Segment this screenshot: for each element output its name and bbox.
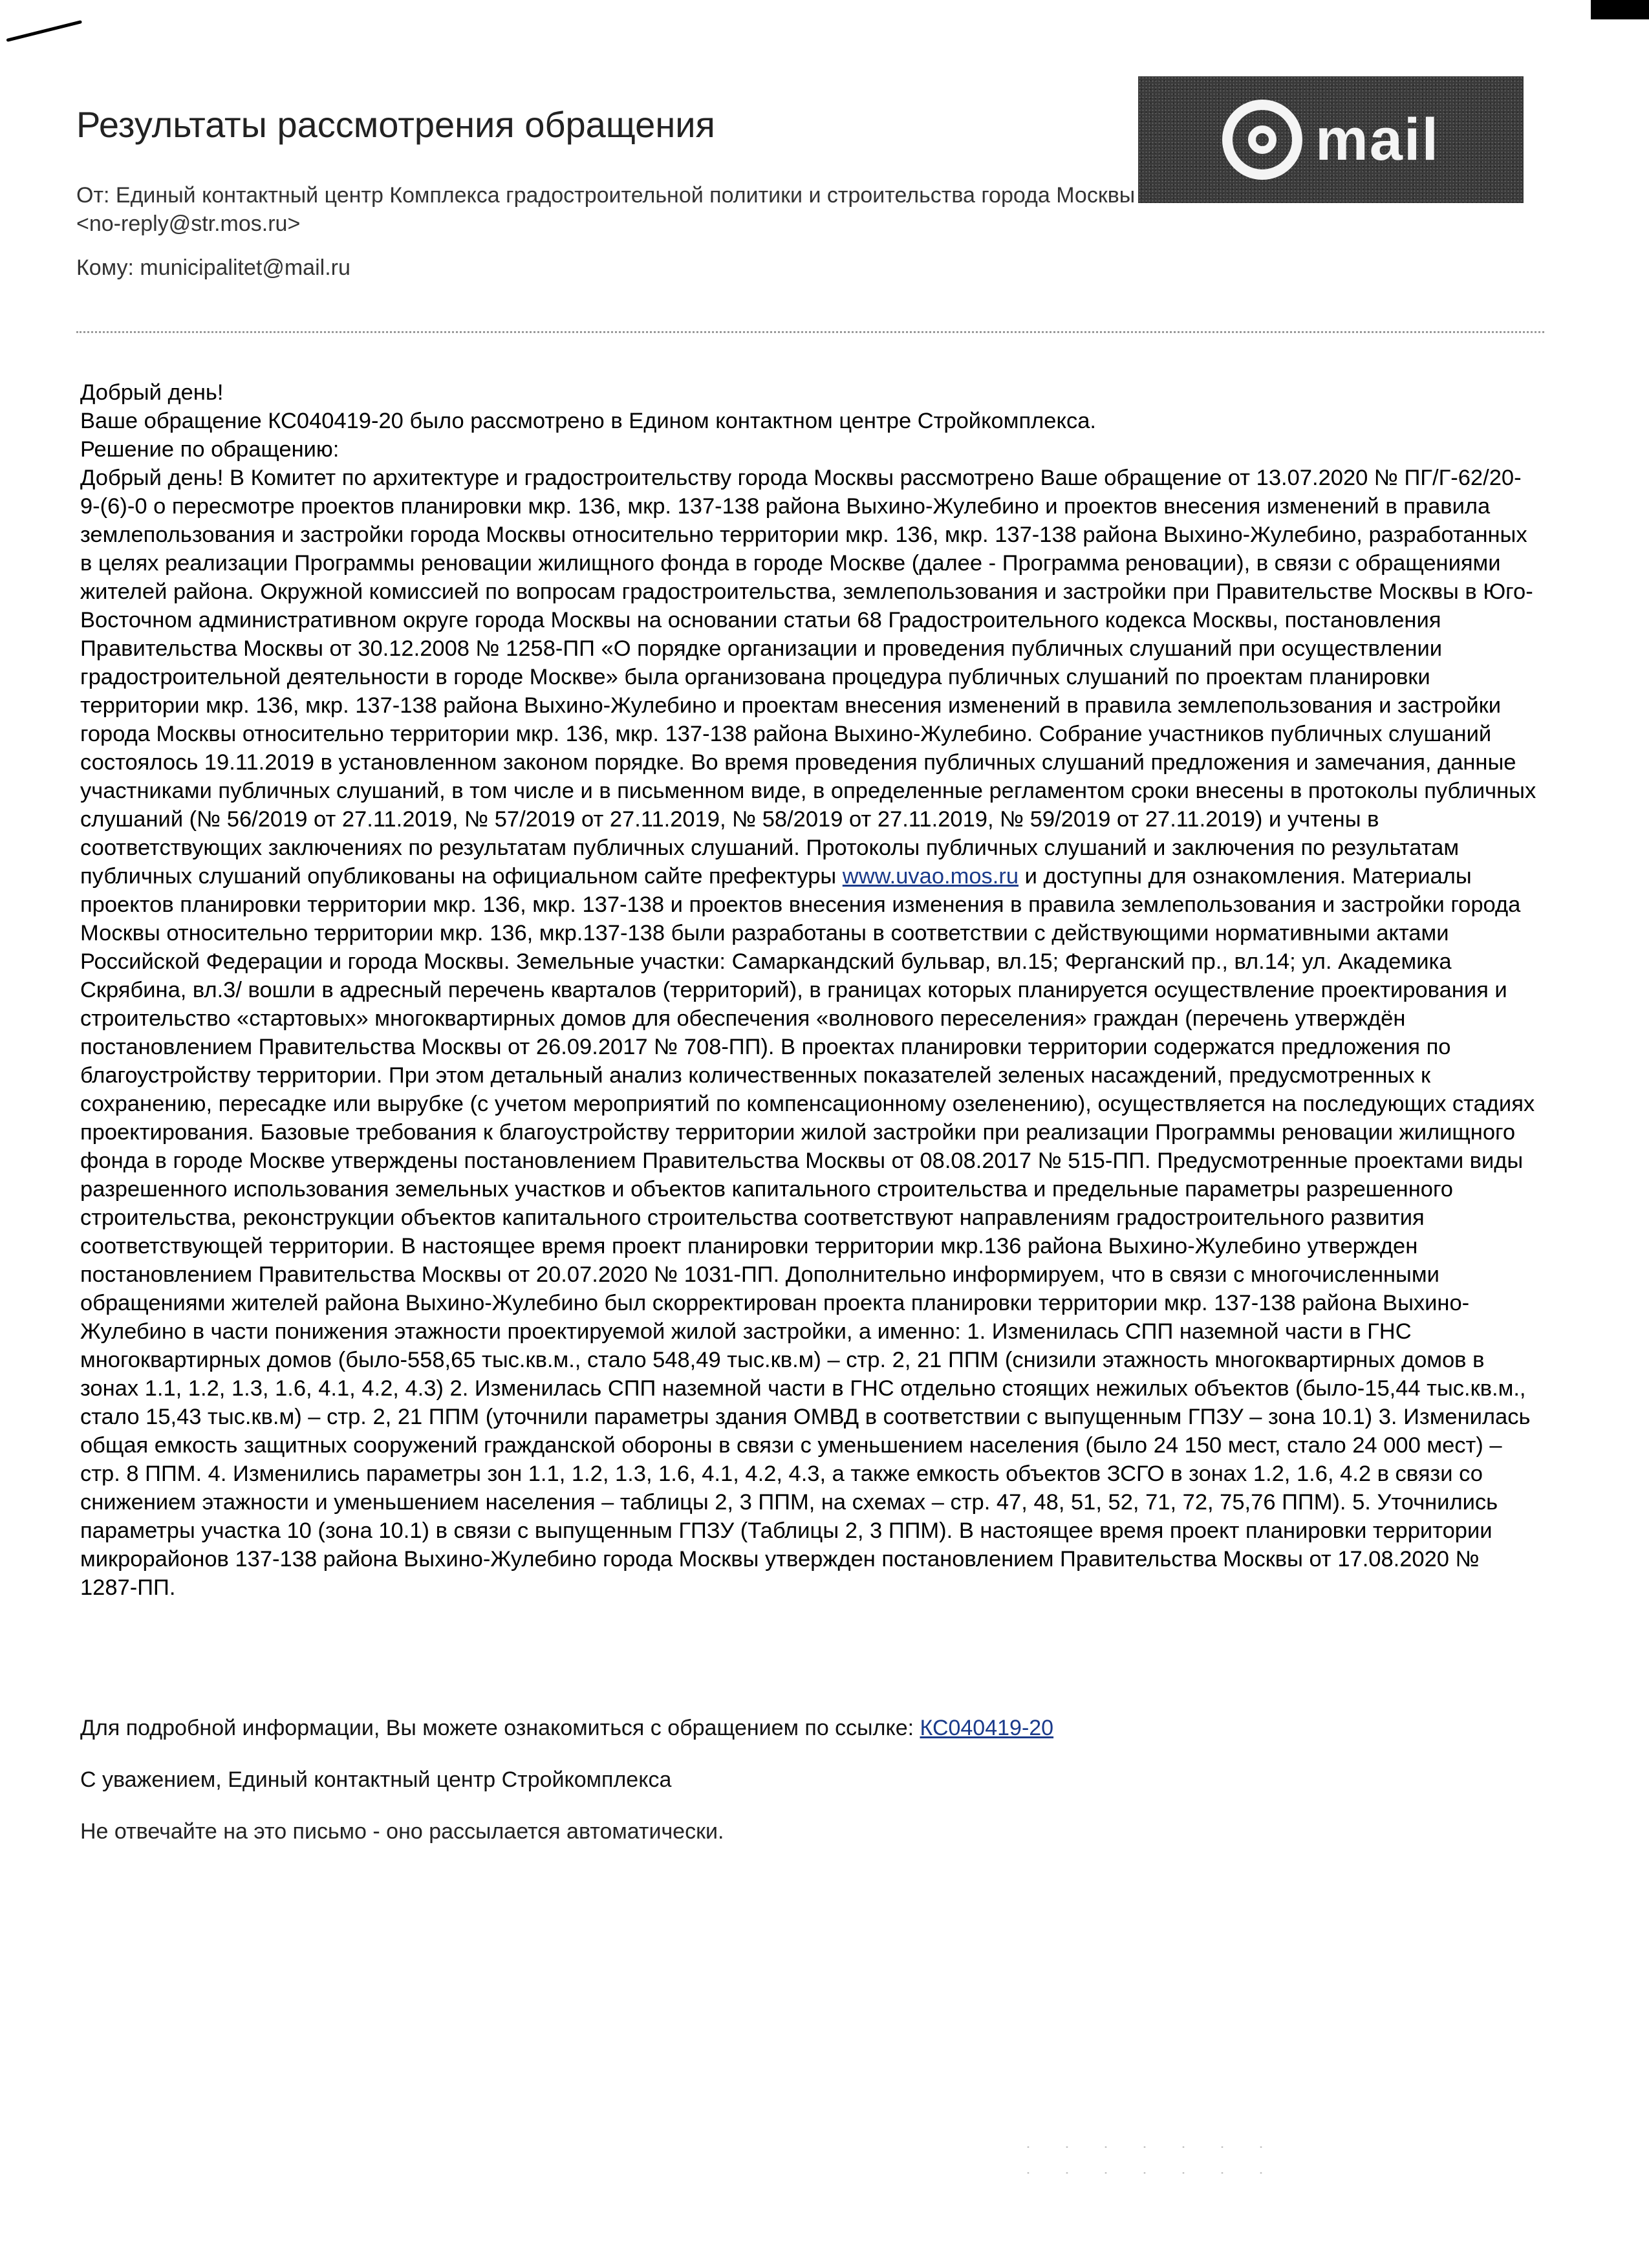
decision-label: Решение по обращению: xyxy=(80,437,339,462)
appeal-link[interactable]: КС040419-20 xyxy=(920,1716,1054,1740)
scan-corner-mark xyxy=(1591,0,1649,19)
logo-text: mail xyxy=(1315,106,1440,173)
greeting: Добрый день! xyxy=(80,380,224,405)
at-sign-icon xyxy=(1222,100,1302,180)
mail-logo xyxy=(1138,76,1524,203)
auto-reply-note: Не отвечайте на это письмо - оно рассылается автоматически. xyxy=(80,1819,724,1844)
scan-noise xyxy=(1009,2134,1267,2186)
signature: С уважением, Единый контактный центр Стройкомплекса xyxy=(80,1767,672,1792)
header-divider xyxy=(76,331,1544,333)
scan-mark xyxy=(6,20,82,42)
details-text: Для подробной информации, Вы можете ознакомиться с обращением по ссылке: xyxy=(80,1716,914,1740)
decision-text-part-2: и доступны для ознакомления. Материалы проектов планировки территории мкр. 136, мкр. 137-138 и проектов внесения изменения в правила землепользования и застройки города Москвы относительно территории мкр. 136, мкр.137-138 были разработаны в соответствии с действующими нормативными актами Российской Федерации и города Москвы. Земельные участки: Самаркандский бульвар, вл.15; Ферганский пр., вл.14; ул. Академика Скрябина, вл.3/ вошли в адресный перечень кварталов (территорий), в границах которых планируется осуществление проектирования и строительство «стартовых» многоквартирных домов для обеспечения «волнового переселения» граждан (перечень утверждён постановлением Правительства Москвы от 26.09.2017 № 708-ПП). В проектах планировки территории содержатся предложения по благоустройству территории. При этом детальный анализ количественных показателей зеленых насаждений, предусмотренных к сохранению, пересадке или вырубке (с учетом мероприятий по компенсационному озеленению), осуществляется на последующих стадиях проектирования. Базовые требования к благоустройству территории жилой застройки при реализации Программы реновации жилищного фонда в городе Москве утверждены постановлением Правительства Москвы от 08.08.2017 № 515-ПП. Предусмотренные проектами виды разрешенного использования земельных участков и объектов капитального строительства и предельные параметры разрешенного строительства, реконструкции объектов капитального строительства соответствуют направлениям градостроительного развития соответствующей территории. В настоящее время проект планировки территории мкр.136 района Выхино-Жулебино утвержден постановлением Правительства Москвы от 20.07.2020 № 1031-ПП. Дополнительно информируем, что в связи с многочисленными обращениями жителей района Выхино-Жулебино был скорректирован проекта планировки территории мкр. 137-138 района Выхино-Жулебино в части понижения этажности проектируемой жилой застройки, а именно: 1. Изменилась СПП наземной части в ГНС многоквартирных домов (было-558,65 тыс.кв.м., стало 548,49 тыс.кв.м) – стр. 2, 21 ППМ (снизили этажность многоквартирных домов в зонах 1.1, 1.2, 1.3, 1.6, 4.1, 4.2, 4.3) 2. Изменилась СПП наземной части в ГНС отдельно стоящих нежилых объектов (было-15,44 тыс.кв.м., стало 15,43 тыс.кв.м) – стр. 2, 21 ППМ (уточнили параметры здания ОМВД в соответствии с выпущенным ГПЗУ – зона 10.1) 3. Изменилась общая емкость защитных сооружений гражданской обороны в связи с уменьшением населения (было 24 150 мест, стало 24 000 мест) – стр. 8 ППМ. 4. Изменились параметры зон 1.1, 1.2, 1.3, 1.6, 4.1, 4.2, 4.3, а также емкость объектов ЗСГО в зонах 1.2, 1.6, 4.2 в связи со снижением этажности и уменьшением населения – таблицы 2, 3 ППМ, на схемах – стр. 47, 48, 51, 52, 71, 72, 75,76 ППМ). 5. Уточнились параметры участка 10 (зона 10.1) в связи с выпущенным ГПЗУ (Таблицы 2, 3 ППМ). В настоящее время проект планировки территории микрорайонов 137-138 района Выхино-Жулебино города Москвы утвержден постановлением Правительства Москвы от 17.08.2020 № 1287-ПП. xyxy=(80,864,1535,1600)
decision-text-part-1: Добрый день! В Комитет по архитектуре и градостроительству города Москвы рассмотрено Ваше обращение от 13.07.2020 № ПГ/Г-62/20-9-(6)-0 о пересмотре проектов планировки мкр. 136, мкр. 137-138 района Выхино-Жулебино и проектов внесения изменений в правила землепользования и застройки города Москвы относительно территории мкр. 136, мкр. 137-138 района Выхино-Жулебино, разработанных в целях реализации Программы реновации жилищного фонда в городе Москве (далее - Программа реновации), в связи с обращениями жителей района. Окружной комиссией по вопросам градостроительства, землепользования и застройки при Правительстве Москвы в Юго-Восточном административном округе города Москвы на основании статьи 68 Градостроительного кодекса Москвы, постановления Правительства Москвы от 30.12.2008 № 1258-ПП «О порядке организации и проведения публичных слушаний при осуществлении градостроительной деятельности в городе Москве» была организована процедура публичных слушаний по проектам планировки территории мкр. 136, мкр. 137-138 района Выхино-Жулебино и проектам внесения изменений в правила землепользования и застройки города Москвы относительно территории мкр. 136, мкр. 137-138 района Выхино-Жулебино. Собрание участников публичных слушаний состоялось 19.11.2019 в установленном законом порядке. Во время проведения публичных слушаний предложения и замечания, данные участниками публичных слушаний, в том числе и в письменном виде, в определенные регламентом сроки внесены в протоколы публичных слушаний (№ 56/2019 от 27.11.2019, № 57/2019 от 27.11.2019, № 58/2019 от 27.11.2019, № 59/2019 от 27.11.2019) и учтены в соответствующих заключениях по результатам публичных слушаний. Протоколы публичных слушаний и заключения по результатам публичных слушаний опубликованы на официальном сайте префектуры xyxy=(80,466,1536,889)
details-line xyxy=(80,1714,1053,1742)
intro-text: Ваше обращение КС040419-20 было рассмотрено в Едином контактном центре Стройкомплекса. xyxy=(80,409,1096,433)
sender-line: От: Единый контактный центр Комплекса градостроительной политики и строительства города Москвы <no-reply@str.mos.ru> xyxy=(76,183,1136,236)
email-body xyxy=(80,378,1538,1602)
prefecture-site-link[interactable]: www.uvao.mos.ru xyxy=(842,864,1019,889)
recipient-line: Кому: municipalitet@mail.ru xyxy=(76,255,350,280)
email-subject: Результаты рассмотрения обращения xyxy=(76,104,715,145)
decision-text xyxy=(80,464,1538,1602)
